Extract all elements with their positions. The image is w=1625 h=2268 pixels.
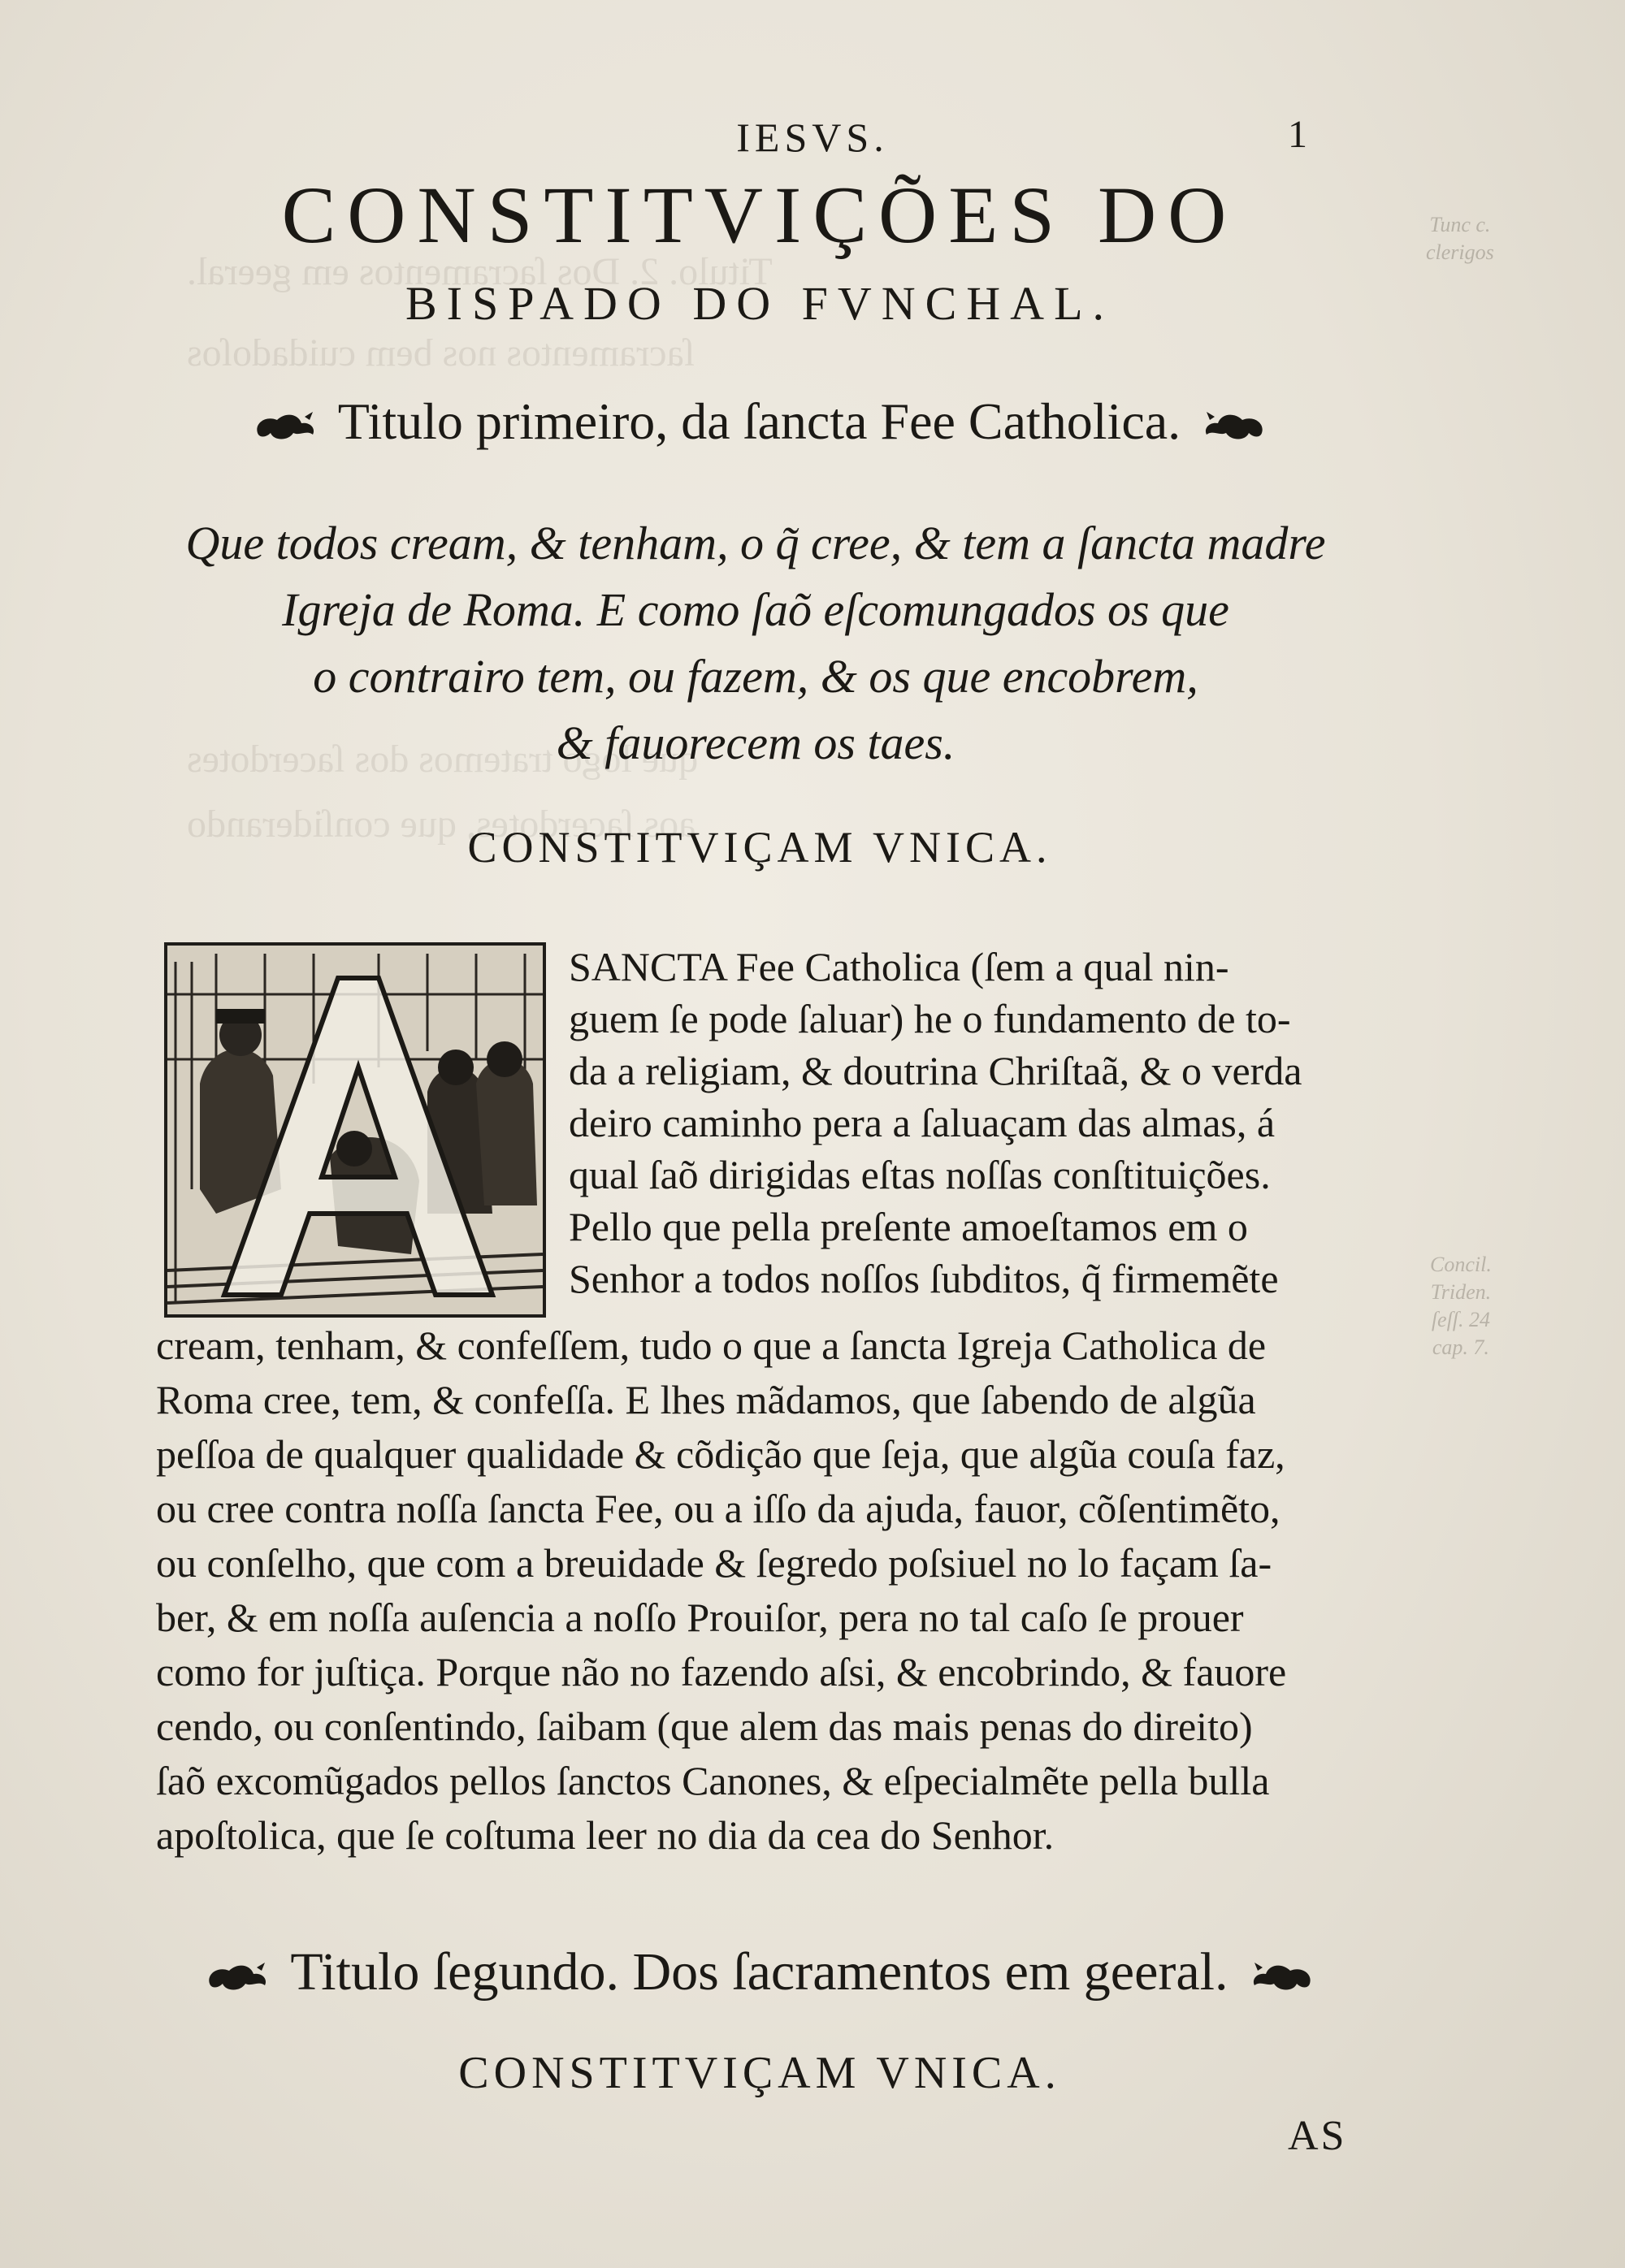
summary-line: Igreja de Roma. E como ſaõ eſcomungados os que bbox=[282, 583, 1229, 636]
section-heading-1 bbox=[162, 392, 1357, 452]
margin-note-show-through: Concil. Triden. ſeſſ. 24 cap. 7. bbox=[1430, 1253, 1492, 1359]
text-line: ber, & em noſſa auſencia a noſſo Prouiſor, pera no tal caſo ſe prouer bbox=[156, 1595, 1244, 1640]
woodcut-scene-icon bbox=[167, 946, 543, 1314]
text-line: apoſtolica, que ſe coſtuma leer no dia da cea do Senhor. bbox=[156, 1812, 1055, 1858]
fleuron-left-icon bbox=[205, 1959, 270, 1995]
title-line-1: CONSTITVIÇÕES DO bbox=[281, 170, 1238, 260]
show-through-text: que logo tratemos dos ſacerdotes bbox=[187, 738, 699, 781]
summary-line: & fauorecem os taes. bbox=[556, 716, 956, 769]
show-through-text: aos ſacerdotes, que conſiderando bbox=[187, 803, 696, 846]
text-line: ſaõ excomũgados pellos ſanctos Canones, & eſpecialmẽte pella bulla bbox=[156, 1758, 1270, 1803]
show-through-text: ſacramentos nos bem cuidadoſos bbox=[187, 331, 696, 374]
text-line: SANCTA Fee Catholica (ſem a qual nin- bbox=[569, 944, 1229, 989]
woodcut-initial bbox=[164, 942, 546, 1318]
summary-line: Que todos cream, & tenham, o q̃ cree, & tem a ſancta madre bbox=[185, 517, 1326, 569]
title-line-2: BISPADO DO FVNCHAL. bbox=[405, 277, 1115, 330]
catchword: AS bbox=[1288, 2113, 1347, 2159]
text-line: Pello que pella preſente amoeſtamos em o bbox=[569, 1204, 1248, 1249]
text-line: deiro caminho pera a ſaluaçam das almas, á bbox=[569, 1100, 1276, 1145]
text-line: ou conſelho, que com a breuidade & ſegredo poſsiuel no lo façam ſa- bbox=[156, 1540, 1272, 1586]
section-heading-1-text: Titulo primeiro, da ſancta Fee Catholica. bbox=[337, 392, 1181, 450]
constitution-heading-1: CONSTITVIÇAM VNICA. bbox=[467, 823, 1052, 872]
folio-number: 1 bbox=[1288, 113, 1307, 156]
first-paragraph-lines bbox=[569, 941, 1341, 1305]
text-line: como for juſtiça. Porque não no fazendo aſsi, & encobrindo, & fauore bbox=[156, 1649, 1287, 1695]
running-head: IESVS. bbox=[736, 115, 889, 160]
fleuron-right-icon bbox=[1202, 409, 1267, 444]
constitution-heading-2: CONSTITVIÇAM VNICA. bbox=[458, 2048, 1061, 2098]
text-line: ou cree contra noſſa ſancta Fee, ou a iſſo da ajuda, fauor, cõſentimẽto, bbox=[156, 1486, 1280, 1531]
margin-note-show-through: Tunc c. clerigos bbox=[1426, 213, 1494, 264]
text-line: guem ſe pode ſaluar) he o fundamento de to- bbox=[569, 996, 1291, 1041]
text-line: da a religiam, & doutrina Chriſtaã, & o verda bbox=[569, 1048, 1302, 1093]
text-line: cream, tenham, & confeſſem, tudo o que a ſancta Igreja Catholica de bbox=[156, 1322, 1267, 1368]
summary-line: o contrairo tem, ou fazem, & os que encobrem, bbox=[313, 650, 1198, 703]
show-through-text: Titulo. 2. Dos ſacramentos em geeral. bbox=[187, 250, 773, 293]
body-text bbox=[156, 1318, 1342, 1863]
fleuron-right-icon bbox=[1250, 1959, 1315, 1995]
text-line: qual ſaõ dirigidas eſtas noſſas conſtituições. bbox=[569, 1152, 1271, 1197]
section-heading-2-text: Titulo ſegundo. Dos ſacramentos em geeral. bbox=[290, 1942, 1228, 2002]
text-line: peſſoa de qualquer qualidade & cõdição que ſeja, que algũa couſa faz, bbox=[156, 1431, 1285, 1477]
chapter-summary bbox=[154, 510, 1357, 777]
fleuron-left-icon bbox=[253, 409, 318, 444]
text-line: cendo, ou conſentindo, ſaibam (que alem das mais penas do direito) bbox=[156, 1703, 1253, 1749]
section-heading-2 bbox=[162, 1941, 1357, 2003]
text-line: Senhor a todos noſſos ſubditos, q̃ firmemẽte bbox=[569, 1256, 1279, 1301]
text-line: Roma cree, tem, & confeſſa. E lhes mãdamos, que ſabendo de algũa bbox=[156, 1377, 1256, 1422]
